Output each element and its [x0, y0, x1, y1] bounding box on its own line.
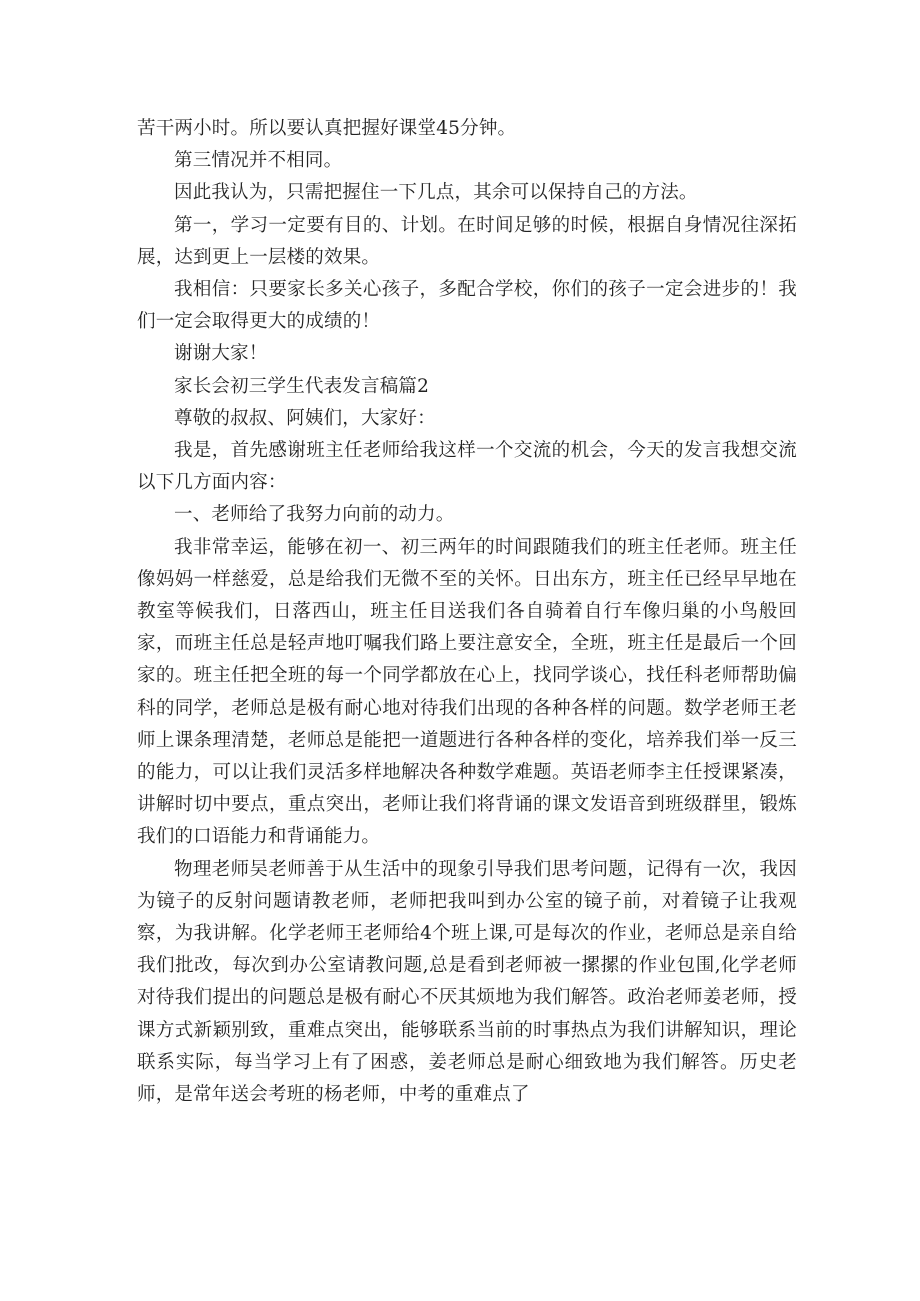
paragraph-1: 苦干两小时。所以要认真把握好课堂45分钟。: [137, 118, 517, 139]
paragraph-11: 我非常幸运，能够在初一、初三两年的时间跟随我们的班主任老师。班主任像妈妈一样慈爱，总是给我们无微不至的关怀。日出东方，班主任已经早早地在教室等候我们，日落西山，班主任目送我们各自骑着自行车像归巢的小鸟般回家，而班主任总是轻声地叮嘱我们路上要注意安全，全班，班主任是最后一个回家的。班主任把全班的每一个同学都放在心上，找同学谈心，找任科老师帮助偏科的同学，老师总是极有耐心地对待我们出现的各种各样的问题。数学老师王老师上课条理清楚，老师总是能把一道题进行各种各样的变化，培养我们举一反三的能力，可以让我们灵活多样地解决各种数学难题。英语老师李主任授课紧凑，讲解时切中要点，重点突出，老师让我们将背诵的课文发语音到班级群里，锻炼我们的口语能力和背诵能力。: [137, 536, 797, 848]
greeting: 尊敬的叔叔、阿姨们，大家好：: [174, 407, 436, 429]
document-body: [137, 113, 797, 1111]
paragraph-2: 第三情况并不相同。: [174, 150, 343, 172]
paragraph-3: 因此我认为，只需把握住一下几点，其余可以保持自己的方法。: [174, 182, 698, 204]
subheading-1: 一、老师给了我努力向前的动力。: [174, 504, 455, 526]
paragraph-6: 谢谢大家！: [174, 343, 268, 365]
paragraph-4: 第一，学习一定要有目的、计划。在时间足够的时候，根据自身情况往深拓展，达到更上一层楼的效果。: [137, 214, 797, 268]
paragraph-9: 我是，首先感谢班主任老师给我这样一个交流的机会，今天的发言我想交流以下几方面内容：: [137, 440, 797, 494]
section-heading: 家长会初三学生代表发言稿篇2: [174, 375, 430, 397]
paragraph-12: 物理老师吴老师善于从生活中的现象引导我们思考问题，记得有一次，我因为镜子的反射问题请教老师，老师把我叫到办公室的镜子前，对着镜子让我观察，为我讲解。化学老师王老师给4个班上课,可是每次的作业，老师总是亲自给我们批改，每次到办公室请教问题,总是看到老师被一摞摞的作业包围,化学老师对待我们提出的问题总是极有耐心不厌其烦地为我们解答。政治老师姜老师，授课方式新颖别致，重难点突出，能够联系当前的时事热点为我们讲解知识，理论联系实际，每当学习上有了困惑，姜老师总是耐心细致地为我们解答。历史老师，是常年送会考班的杨老师，中考的重难点了: [137, 858, 797, 1106]
paragraph-5: 我相信：只要家长多关心孩子，多配合学校，你们的孩子一定会进步的！我们一定会取得更大的成绩的！: [137, 279, 797, 333]
